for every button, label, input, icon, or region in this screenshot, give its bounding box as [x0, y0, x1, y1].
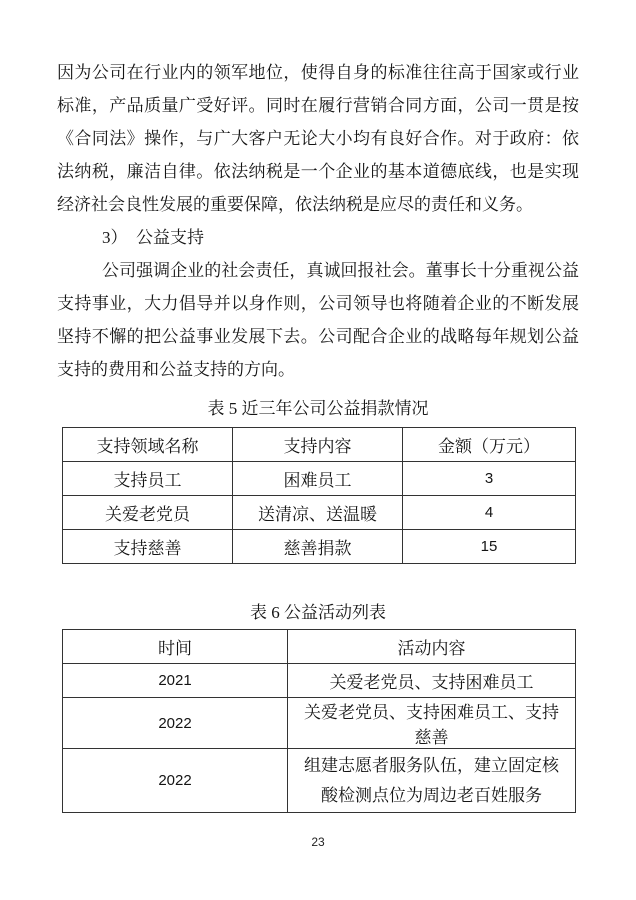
paragraph-legal-compliance	[57, 56, 579, 221]
table5-caption: 表 5 近三年公司公益捐款情况	[207, 399, 429, 418]
table-cell-support-content: 送清凉、送温暖	[233, 496, 403, 530]
page-content	[57, 0, 579, 849]
text-line: 经济社会良性发展的重要保障，依法纳税是应尽的责任和义务。	[57, 195, 533, 214]
text-line: 《合同法》操作，与广大客户无论大小均有良好合作。对于政府：依	[57, 129, 579, 148]
table-header-row	[63, 630, 576, 664]
table-row	[63, 698, 576, 749]
table-cell-activity: 关爱老党员、支持困难员工	[288, 664, 576, 698]
table-header-cell: 金额（万元）	[403, 428, 576, 462]
section-heading-public-welfare: 3） 公益支持	[102, 228, 204, 247]
table-cell-activity: 关爱老党员、支持困难员工、支持慈善	[288, 698, 576, 749]
table6-caption: 表 6 公益活动列表	[250, 603, 386, 622]
text-line: 坚持不懈的把公益事业发展下去。公司配合企业的战略每年规划公益	[57, 327, 579, 346]
table-row	[63, 496, 576, 530]
text-line: 公司强调企业的社会责任，真诚回报社会。董事长十分重视公益	[102, 261, 579, 280]
table-row	[63, 530, 576, 564]
table-header-row	[63, 428, 576, 462]
table-header-cell: 活动内容	[288, 630, 576, 664]
table-cell-support-content: 慈善捐款	[233, 530, 403, 564]
table-cell-amount: 15	[403, 530, 576, 564]
table-cell-support-content: 困难员工	[233, 462, 403, 496]
table-row	[63, 462, 576, 496]
table-cell-support-area: 关爱老党员	[63, 496, 233, 530]
table-cell-year: 2022	[63, 698, 288, 749]
paragraph-public-welfare	[57, 254, 579, 386]
table-header-cell: 时间	[63, 630, 288, 664]
table-cell-activity: 组建志愿者服务队伍，建立固定核酸检测点位为周边老百姓服务	[288, 749, 576, 813]
table-cell-support-area: 支持慈善	[63, 530, 233, 564]
donation-table	[62, 427, 576, 564]
table-header-cell: 支持内容	[233, 428, 403, 462]
text-line: 法纳税，廉洁自律。依法纳税是一个企业的基本道德底线，也是实现	[57, 162, 579, 181]
table-cell-amount: 4	[403, 496, 576, 530]
text-line: 支持的费用和公益支持的方向。	[57, 360, 295, 379]
table-row	[63, 664, 576, 698]
table-row	[63, 749, 576, 813]
table-cell-support-area: 支持员工	[63, 462, 233, 496]
table-header-cell: 支持领域名称	[63, 428, 233, 462]
table-cell-year: 2021	[63, 664, 288, 698]
text-line: 因为公司在行业内的领军地位，使得自身的标准往往高于国家或行业	[57, 63, 579, 82]
text-line: 支持事业，大力倡导并以身作则，公司领导也将随着企业的不断发展	[57, 294, 579, 313]
activity-table	[62, 629, 576, 813]
table-cell-amount: 3	[403, 462, 576, 496]
table-cell-year: 2022	[63, 749, 288, 813]
page-number: 23	[311, 835, 325, 849]
text-line: 标准，产品质量广受好评。同时在履行营销合同方面，公司一贯是按	[57, 96, 579, 115]
